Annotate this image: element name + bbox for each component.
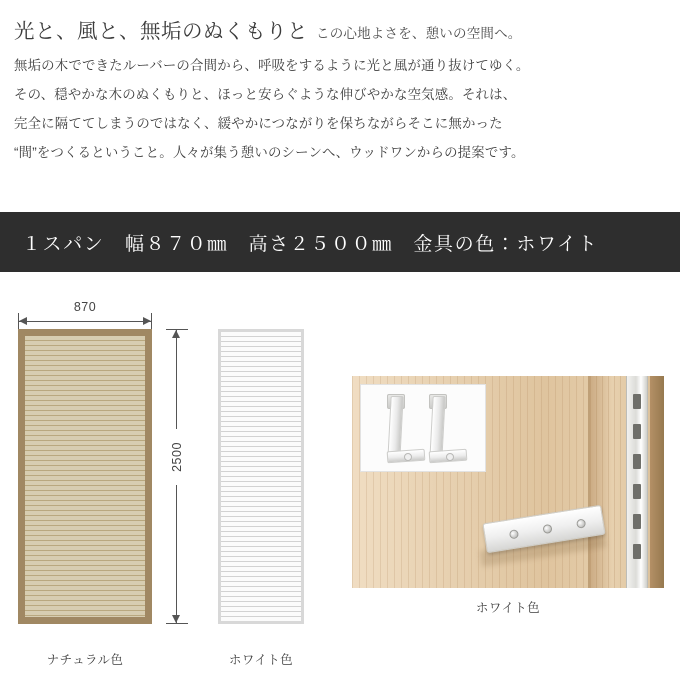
screw-icon [576,518,586,528]
bracket-screw-hole [404,453,412,461]
body-copy-line: 完全に隔ててしまうのではなく、緩やかにつながりを保ちながらそこに無かった [14,116,503,132]
width-dimension [18,300,152,326]
width-dimension-label: 870 [73,300,97,314]
bracket-inset-photo [360,384,486,472]
rail-slot [633,484,641,499]
width-dimension-line [18,321,152,322]
width-dimension-arrow-left-icon [19,317,27,325]
spec-bar-text: １スパン 幅８７０㎜ 高さ２５００㎜ 金具の色：ホワイト [22,233,599,255]
body-copy-line: “間”をつくるということ。人々が集う憩いのシーンへ、ウッドワンからの提案です。 [14,145,525,161]
width-dimension-tick-right [151,313,152,329]
height-dimension-label: 2500 [167,429,187,485]
screw-icon [509,529,519,539]
white-bracket [379,396,423,462]
panel-natural-caption: ナチュラル色 [46,653,124,667]
spec-bar [0,212,680,272]
louver-slats-white [221,332,301,621]
hardware-photo [352,376,664,588]
headline-sub-text: この心地よさを、憩いの空間へ。 [316,26,522,41]
panel-white [218,329,304,624]
bracket-screw-hole [446,453,454,461]
rail-slot [633,394,641,409]
headline [0,0,680,44]
height-dimension-cap-bottom [166,623,188,624]
rail-slot [633,514,641,529]
diagram-area [0,272,680,680]
louver-slats-natural [25,336,145,617]
body-copy-line: その、穏やかな木のぬくもりと、ほっと安らぐような伸びやかな空気感。それは、 [14,87,517,103]
height-dimension-arrow-up-icon [172,330,180,338]
panel-natural [18,329,152,624]
panel-white-caption: ホワイト色 [228,653,294,667]
white-bracket [421,396,465,462]
width-dimension-arrow-right-icon [143,317,151,325]
body-copy-line: 無垢の木でできたルーバーの合間から、呼吸をするように光と風が通り抜けてゆく。 [14,58,530,73]
height-dimension-arrow-down-icon [172,615,180,623]
rail-slot [633,424,641,439]
wood-post-edge [650,376,664,588]
metal-rail [626,376,648,588]
height-dimension [162,329,192,624]
rail-slot [633,454,641,469]
body-copy [0,44,680,164]
screw-icon [542,524,552,534]
headline-main-text: 光と、風と、無垢のぬくもりと [14,20,308,43]
hardware-photo-caption: ホワイト色 [475,601,541,615]
rail-slot [633,544,641,559]
